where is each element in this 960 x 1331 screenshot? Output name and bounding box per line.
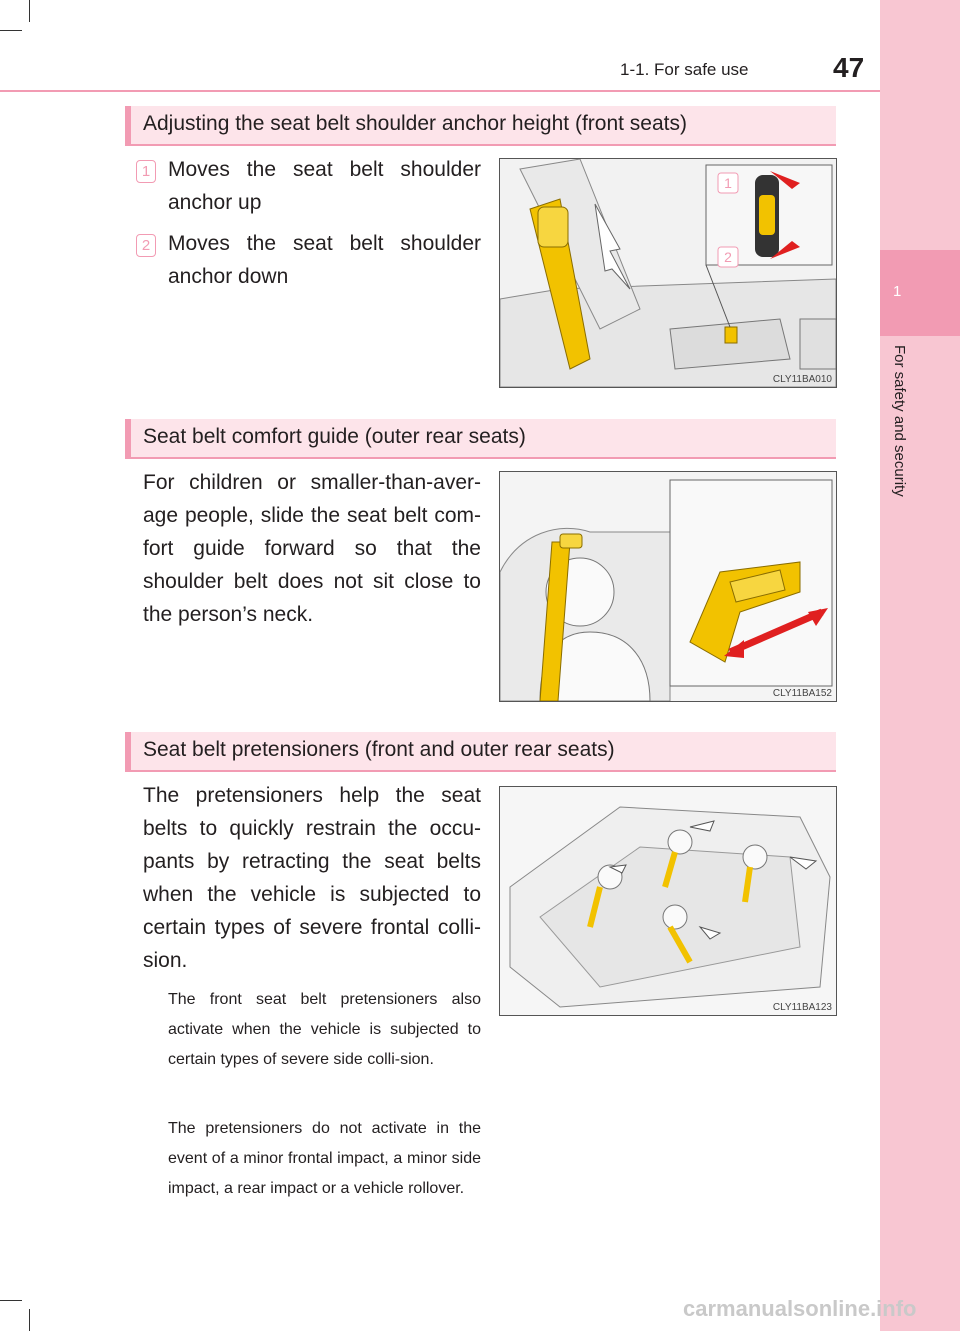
callout-2: 2 <box>724 249 732 265</box>
illustration-code: CLY11BA123 <box>772 1002 832 1013</box>
illustration-code: CLY11BA010 <box>772 374 832 385</box>
crop-mark <box>0 1300 22 1301</box>
section-title: Seat belt comfort guide (outer rear seats) <box>143 425 526 448</box>
step-text: Moves the seat belt shoulder anchor down <box>168 232 481 288</box>
section-title: Seat belt pretensioners (front and outer rear seats) <box>143 738 615 761</box>
side-tab-strip <box>880 0 960 1331</box>
section-header-anchor-height <box>125 106 836 146</box>
illustration-anchor-adjuster <box>499 158 837 388</box>
step-badge: 1 <box>136 160 156 183</box>
page-number: 47 <box>833 52 865 83</box>
step-badge: 2 <box>136 234 156 257</box>
section-title: Adjusting the seat belt shoulder anchor height (front seats) <box>143 112 687 135</box>
note-text: The pretensioners do not activate in the event of a minor frontal impact, a minor side impact, a rear impact or a vehicle rollover. <box>168 1120 481 1197</box>
illustration-pretensioners <box>499 786 837 1016</box>
crop-mark <box>0 30 22 31</box>
chapter-title: For safety and security <box>891 345 908 497</box>
running-header: 1-1. For safe use <box>620 60 749 79</box>
watermark: carmanualsonline.info <box>683 1296 917 1321</box>
illustration-code: CLY11BA152 <box>772 688 832 699</box>
crop-mark <box>29 1309 30 1331</box>
illustration-comfort-guide <box>499 471 837 702</box>
body-text: The pretensioners help the seat belts to quickly restrain the occu-pants by retracting the seat belts when the vehicle is subjected to certain types of severe frontal colli-sion. <box>143 784 481 972</box>
chapter-number: 1 <box>893 283 902 300</box>
note-text: The front seat belt pretensioners also activate when the vehicle is subjected to certain types of severe side colli-sion. <box>168 991 481 1068</box>
section-header-pretensioners <box>125 732 836 772</box>
pretensioner-drawing <box>500 787 836 1015</box>
step-text: Moves the seat belt shoulder anchor up <box>168 158 481 214</box>
body-text: For children or smaller-than-aver-age people, slide the seat belt com-fort guide forward so that the shoulder belt does not sit close to the person’s neck. <box>143 471 481 626</box>
anchor-adjuster-drawing <box>500 159 836 387</box>
callout-1: 1 <box>724 175 732 191</box>
section-header-comfort-guide <box>125 419 836 459</box>
header-rule <box>0 90 880 92</box>
comfort-guide-drawing <box>500 472 836 701</box>
chapter-tab[interactable] <box>880 250 960 336</box>
crop-mark <box>29 0 30 22</box>
